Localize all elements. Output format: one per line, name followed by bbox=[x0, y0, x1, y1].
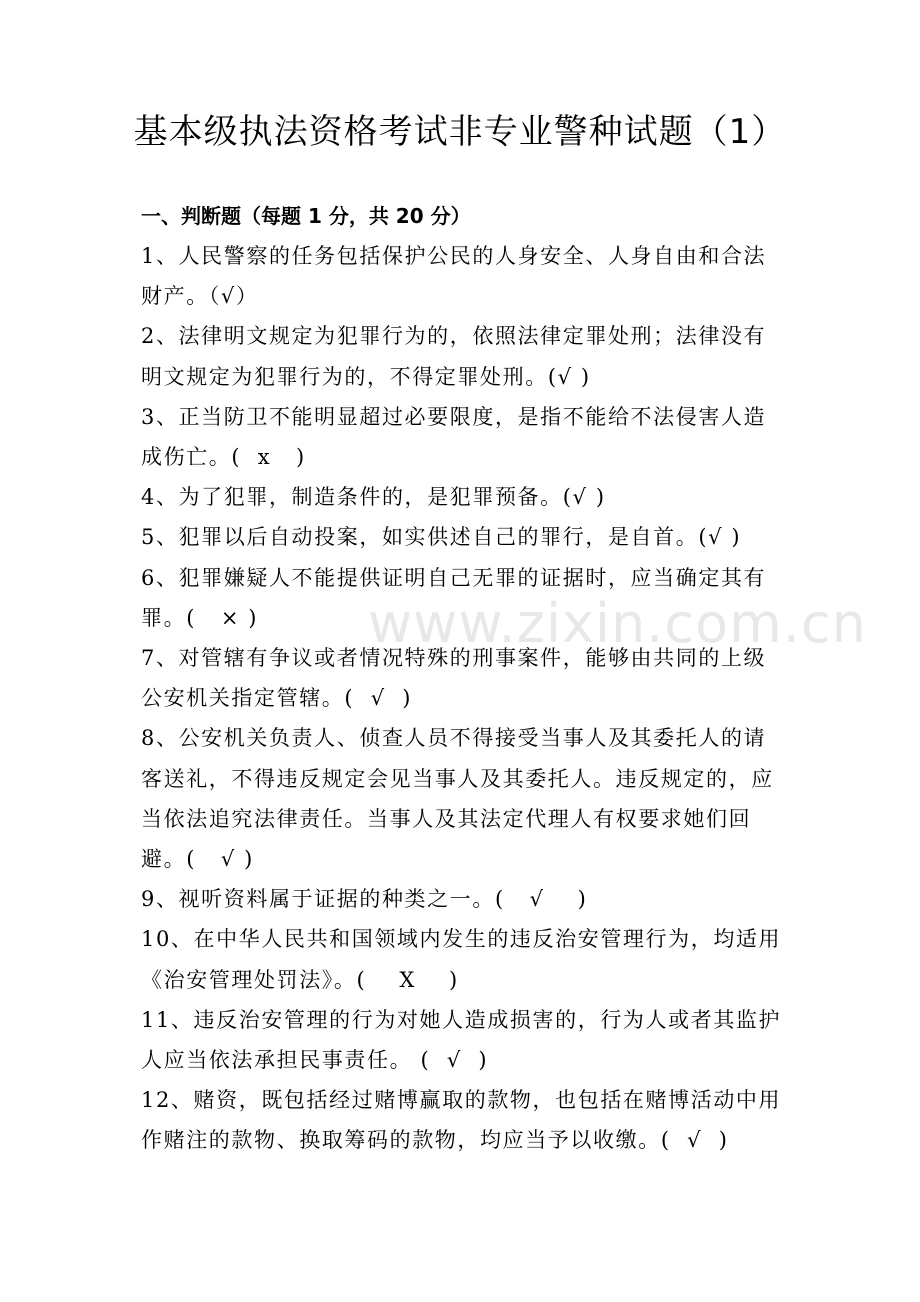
question-item bbox=[141, 517, 787, 557]
question-text: 7、对管辖有争议或者情况特殊的刑事案件，能够由共同的上级公安机关指定管辖。 bbox=[141, 646, 767, 711]
question-text: 5、犯罪以后自动投案，如实供述自己的罪行，是自首。 bbox=[141, 525, 699, 550]
question-list bbox=[141, 236, 787, 1161]
document-title: 基本级执法资格考试非专业警种试题（1） bbox=[133, 112, 787, 152]
question-text: 6、犯罪嫌疑人不能提供证明自己无罪的证据时，应当确定其有罪。 bbox=[141, 565, 767, 630]
question-item bbox=[141, 718, 787, 879]
question-text: 9、视听资料属于证据的种类之一。 bbox=[141, 887, 495, 912]
question-item bbox=[141, 397, 787, 477]
question-answer: ( √ ) bbox=[660, 1128, 729, 1153]
question-text: 3、正当防卫不能明显超过必要限度，是指不能给不法侵害人造成伤亡。 bbox=[141, 404, 767, 470]
question-item bbox=[141, 1000, 787, 1080]
question-item bbox=[141, 477, 787, 517]
question-item bbox=[141, 879, 787, 919]
question-answer: (√ ) bbox=[562, 485, 606, 510]
question-item bbox=[141, 558, 787, 638]
question-item bbox=[141, 316, 787, 396]
question-answer: ( × ) bbox=[186, 605, 259, 630]
question-answer: (√ ) bbox=[698, 525, 742, 550]
question-text: 2、法律明文规定为犯罪行为的，依照法律定罪处刑；法律没有明文规定为犯罪行为的，不得定罪处刑。 bbox=[141, 324, 767, 389]
question-item bbox=[141, 638, 787, 718]
question-text: 10、在中华人民共和国领域内发生的违反治安管理行为，均适用《治安管理处罚法》。 bbox=[141, 927, 782, 992]
question-answer: (√ ) bbox=[547, 364, 591, 389]
question-text: 11、违反治安管理的行为对她人造成损害的，行为人或者其监护人应当依法承担民事责任。 bbox=[141, 1007, 782, 1073]
question-item bbox=[141, 1080, 787, 1160]
question-text: 8、公安机关负责人、侦查人员不得接受当事人及其委托人的请客送礼，不得违反规定会见当事人及其委托人。违反规定的，应当依法追究法律责任。当事人及其法定代理人有权要求她们回避。 bbox=[141, 726, 774, 872]
question-answer: ( √ ) bbox=[344, 686, 413, 711]
question-text: 12、赌资，既包括经过赌博赢取的款物，也包括在赌博活动中用作赌注的款物、换取筹码的款物，均应当予以收缴。 bbox=[141, 1088, 782, 1153]
question-answer: （√） bbox=[208, 284, 259, 309]
question-text: 1、人民警察的任务包括保护公民的人身安全、人身自由和合法财产。 bbox=[141, 244, 767, 309]
question-answer: ( x ) bbox=[231, 445, 306, 470]
watermark: www.zixin.com.cn bbox=[368, 592, 867, 655]
question-text: 4、为了犯罪，制造条件的，是犯罪预备。 bbox=[141, 485, 563, 510]
question-item bbox=[141, 236, 787, 316]
question-answer: ( √ ) bbox=[494, 887, 588, 912]
question-answer: ( X ) bbox=[356, 967, 459, 992]
question-answer: ( √ ) bbox=[186, 847, 254, 872]
question-item bbox=[141, 919, 787, 999]
question-answer: ( √ ) bbox=[412, 1048, 489, 1073]
section-heading: 一、判断题（每题 1 分，共 20 分） bbox=[141, 204, 471, 228]
